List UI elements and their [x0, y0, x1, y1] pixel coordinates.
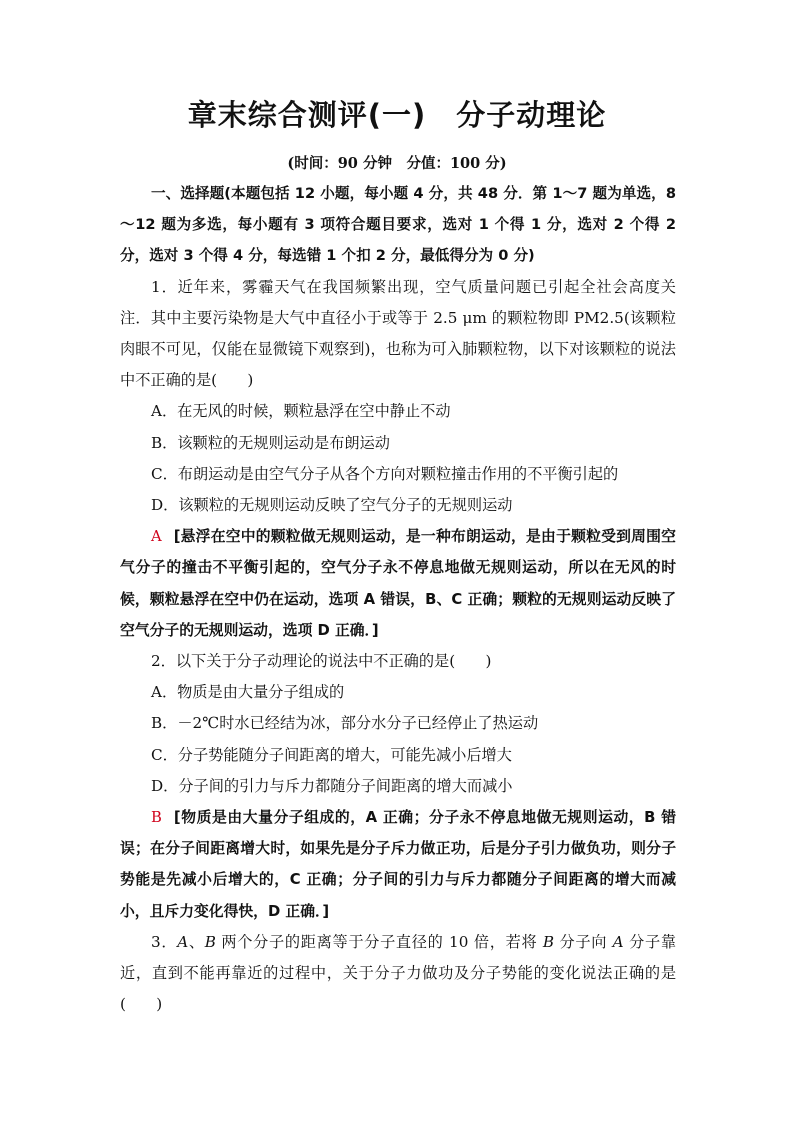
q3-stem: [120, 927, 676, 1021]
q3-var-a: A: [177, 932, 189, 951]
q2-answer: [120, 802, 676, 927]
q3-var-a2: A: [612, 932, 624, 951]
q2-answer-text: [物质是由大量分子组成的，A 正确；分子永不停息地做无规则运动，B 错误；在分子间距离增大时，如果先是分子斥力做正功，后是分子引力做负功，则分子势能是先减小后增大的，C 正确；分子间的引力与斥力都随分子间距离的增大而减小，且斥力变化得快，D 正确．]: [120, 809, 676, 920]
document-body: [120, 178, 676, 1020]
q1-option-c: C．布朗运动是由空气分子从各个方向对颗粒撞击作用的不平衡引起的: [151, 464, 619, 483]
exam-meta: (时间：90 分钟 分值：100 分): [287, 155, 507, 172]
q1-stem: 1．近年来，雾霾天气在我国频繁出现，空气质量问题已引起全社会高度关注．其中主要污染物是大气中直径小于或等于 2.5 μm 的颗粒物即 PM2.5(该颗粒肉眼不可见，仅能在显微镜下观察到)，也称为可入肺颗粒物，以下对该颗粒的说法中不正确的是( ): [120, 277, 676, 390]
q2-answer-letter: B: [151, 809, 162, 827]
q1-option-d: D．该颗粒的无规则运动反映了空气分子的无规则运动: [151, 496, 513, 515]
q2-option-d: D．分子间的引力与斥力都随分子间距离的增大而减小: [151, 776, 513, 795]
q3-text-3: 分子靠近，直到不能再靠近的过程中，关于分子力做功及分子势能的变化说法正确的是( ): [120, 932, 677, 1014]
q1-answer: [120, 521, 676, 646]
q1-answer-letter: A: [151, 528, 162, 546]
q3-var-b2: B: [542, 932, 555, 951]
page-title: 章末综合测评(一) 分子动理论: [187, 98, 607, 132]
q3-sep: 、: [188, 932, 205, 951]
q2-stem: 2．以下关于分子动理论的说法中不正确的是( ): [151, 652, 492, 671]
q1-option-a: A．在无风的时候，颗粒悬浮在空中静止不动: [151, 402, 451, 421]
q2-option-b: B．－2℃时水已经结为冰，部分水分子已经停止了热运动: [151, 714, 539, 733]
q1-answer-text: [悬浮在空中的颗粒做无规则运动，是一种布朗运动，是由于颗粒受到周围空气分子的撞击不平衡引起的，空气分子永不停息地做无规则运动，所以在无风的时候，颗粒悬浮在空中仍在运动，选项 A 错误，B、C 正确；颗粒的无规则运动反映了空气分子的无规则运动，选项 D 正确．]: [120, 528, 676, 639]
q3-var-b: B: [204, 932, 216, 951]
q1-option-b: B．该颗粒的无规则运动是布朗运动: [151, 433, 390, 452]
q3-text-1: 两个分子的距离等于分子直径的 10 倍，若将: [215, 932, 543, 951]
q2-option-a: A．物质是由大量分子组成的: [151, 683, 345, 702]
section-intro: 一、选择题(本题包括 12 小题，每小题 4 分，共 48 分．第 1～7 题为单选，8～12 题为多选，每小题有 3 项符合题目要求，选对 1 个得 1 分，选对 2 个得 2 分，选对 3 个得 4 分，每选错 1 个扣 2 分，最低得分为 0 分): [120, 185, 676, 265]
q3-text-2: 分子向: [554, 932, 613, 951]
q2-option-c: C．分子势能随分子间距离的增大，可能先减小后增大: [151, 745, 512, 764]
q3-number: 3．: [151, 932, 178, 951]
